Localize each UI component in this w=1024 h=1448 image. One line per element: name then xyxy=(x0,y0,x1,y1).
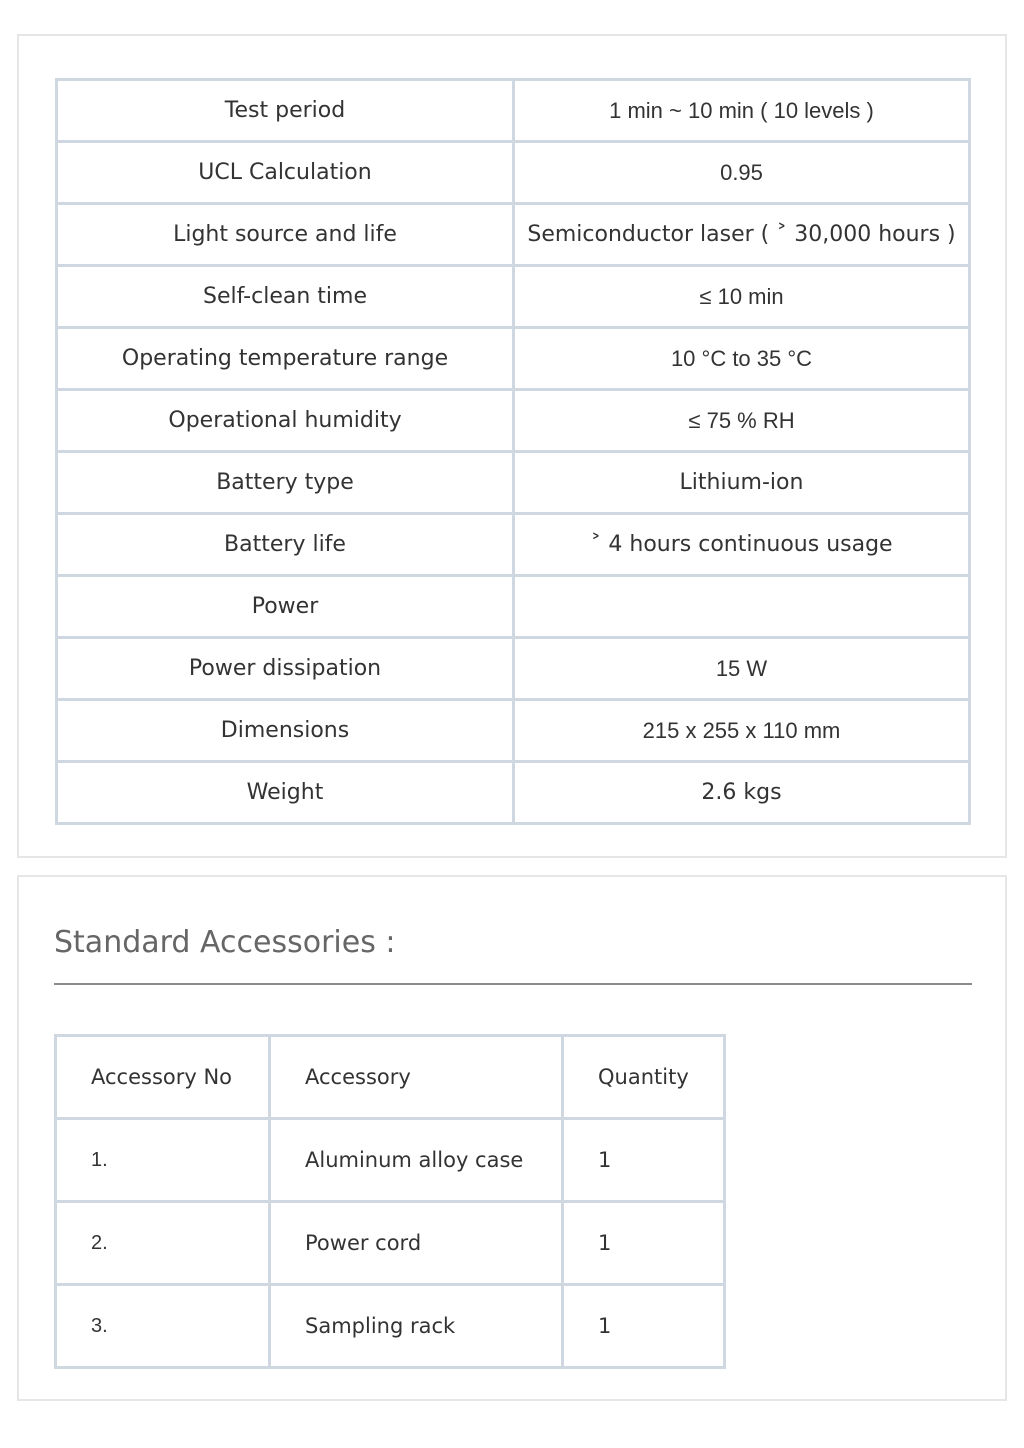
spec-label: UCL Calculation xyxy=(57,142,514,204)
table-row xyxy=(57,80,970,142)
accessory-number: 1. xyxy=(56,1119,270,1202)
spec-label: Operating temperature range xyxy=(57,328,514,390)
specifications-table xyxy=(55,78,971,825)
spec-value: 215 x 255 x 110 mm xyxy=(514,700,970,762)
table-row xyxy=(57,762,970,824)
spec-label: Power dissipation xyxy=(57,638,514,700)
table-row xyxy=(56,1285,725,1368)
spec-value: 2.6 kgs xyxy=(514,762,970,824)
section-heading: Standard Accessories : xyxy=(54,925,396,960)
spec-label: Self-clean time xyxy=(57,266,514,328)
spec-value: Lithium-ion xyxy=(514,452,970,514)
divider xyxy=(54,983,972,985)
spec-label: Battery type xyxy=(57,452,514,514)
spec-value: 0.95 xyxy=(514,142,970,204)
spec-value: Semiconductor laser ( ˃ 30,000 hours ) xyxy=(514,204,970,266)
accessory-quantity: 1 xyxy=(563,1119,725,1202)
table-row xyxy=(57,328,970,390)
accessories-panel xyxy=(17,875,1007,1401)
spec-value: 10 °C to 35 °C xyxy=(514,328,970,390)
spec-label: Power xyxy=(57,576,514,638)
spec-value: ≤ 10 min xyxy=(514,266,970,328)
spec-value: 15 W xyxy=(514,638,970,700)
accessory-quantity: 1 xyxy=(563,1285,725,1368)
spec-label: Dimensions xyxy=(57,700,514,762)
column-header-accessory-no: Accessory No xyxy=(56,1036,270,1119)
table-row xyxy=(56,1202,725,1285)
accessory-name: Power cord xyxy=(270,1202,563,1285)
spec-value xyxy=(514,576,970,638)
spec-label: Weight xyxy=(57,762,514,824)
table-row xyxy=(56,1119,725,1202)
accessory-number: 2. xyxy=(56,1202,270,1285)
table-row xyxy=(57,576,970,638)
table-header-row xyxy=(56,1036,725,1119)
accessory-number: 3. xyxy=(56,1285,270,1368)
table-row xyxy=(57,204,970,266)
spec-label: Test period xyxy=(57,80,514,142)
spec-label: Battery life xyxy=(57,514,514,576)
column-header-accessory: Accessory xyxy=(270,1036,563,1119)
specifications-panel xyxy=(17,34,1007,858)
accessories-table xyxy=(54,1034,726,1369)
accessory-name: Aluminum alloy case xyxy=(270,1119,563,1202)
table-row xyxy=(57,638,970,700)
table-row xyxy=(57,700,970,762)
spec-value: ˃ 4 hours continuous usage xyxy=(514,514,970,576)
column-header-quantity: Quantity xyxy=(563,1036,725,1119)
table-row xyxy=(57,514,970,576)
spec-label: Light source and life xyxy=(57,204,514,266)
accessory-name: Sampling rack xyxy=(270,1285,563,1368)
spec-value: 1 min ~ 10 min ( 10 levels ) xyxy=(514,80,970,142)
accessory-quantity: 1 xyxy=(563,1202,725,1285)
table-row xyxy=(57,142,970,204)
table-row xyxy=(57,390,970,452)
spec-value: ≤ 75 % RH xyxy=(514,390,970,452)
spec-label: Operational humidity xyxy=(57,390,514,452)
table-row xyxy=(57,452,970,514)
table-row xyxy=(57,266,970,328)
